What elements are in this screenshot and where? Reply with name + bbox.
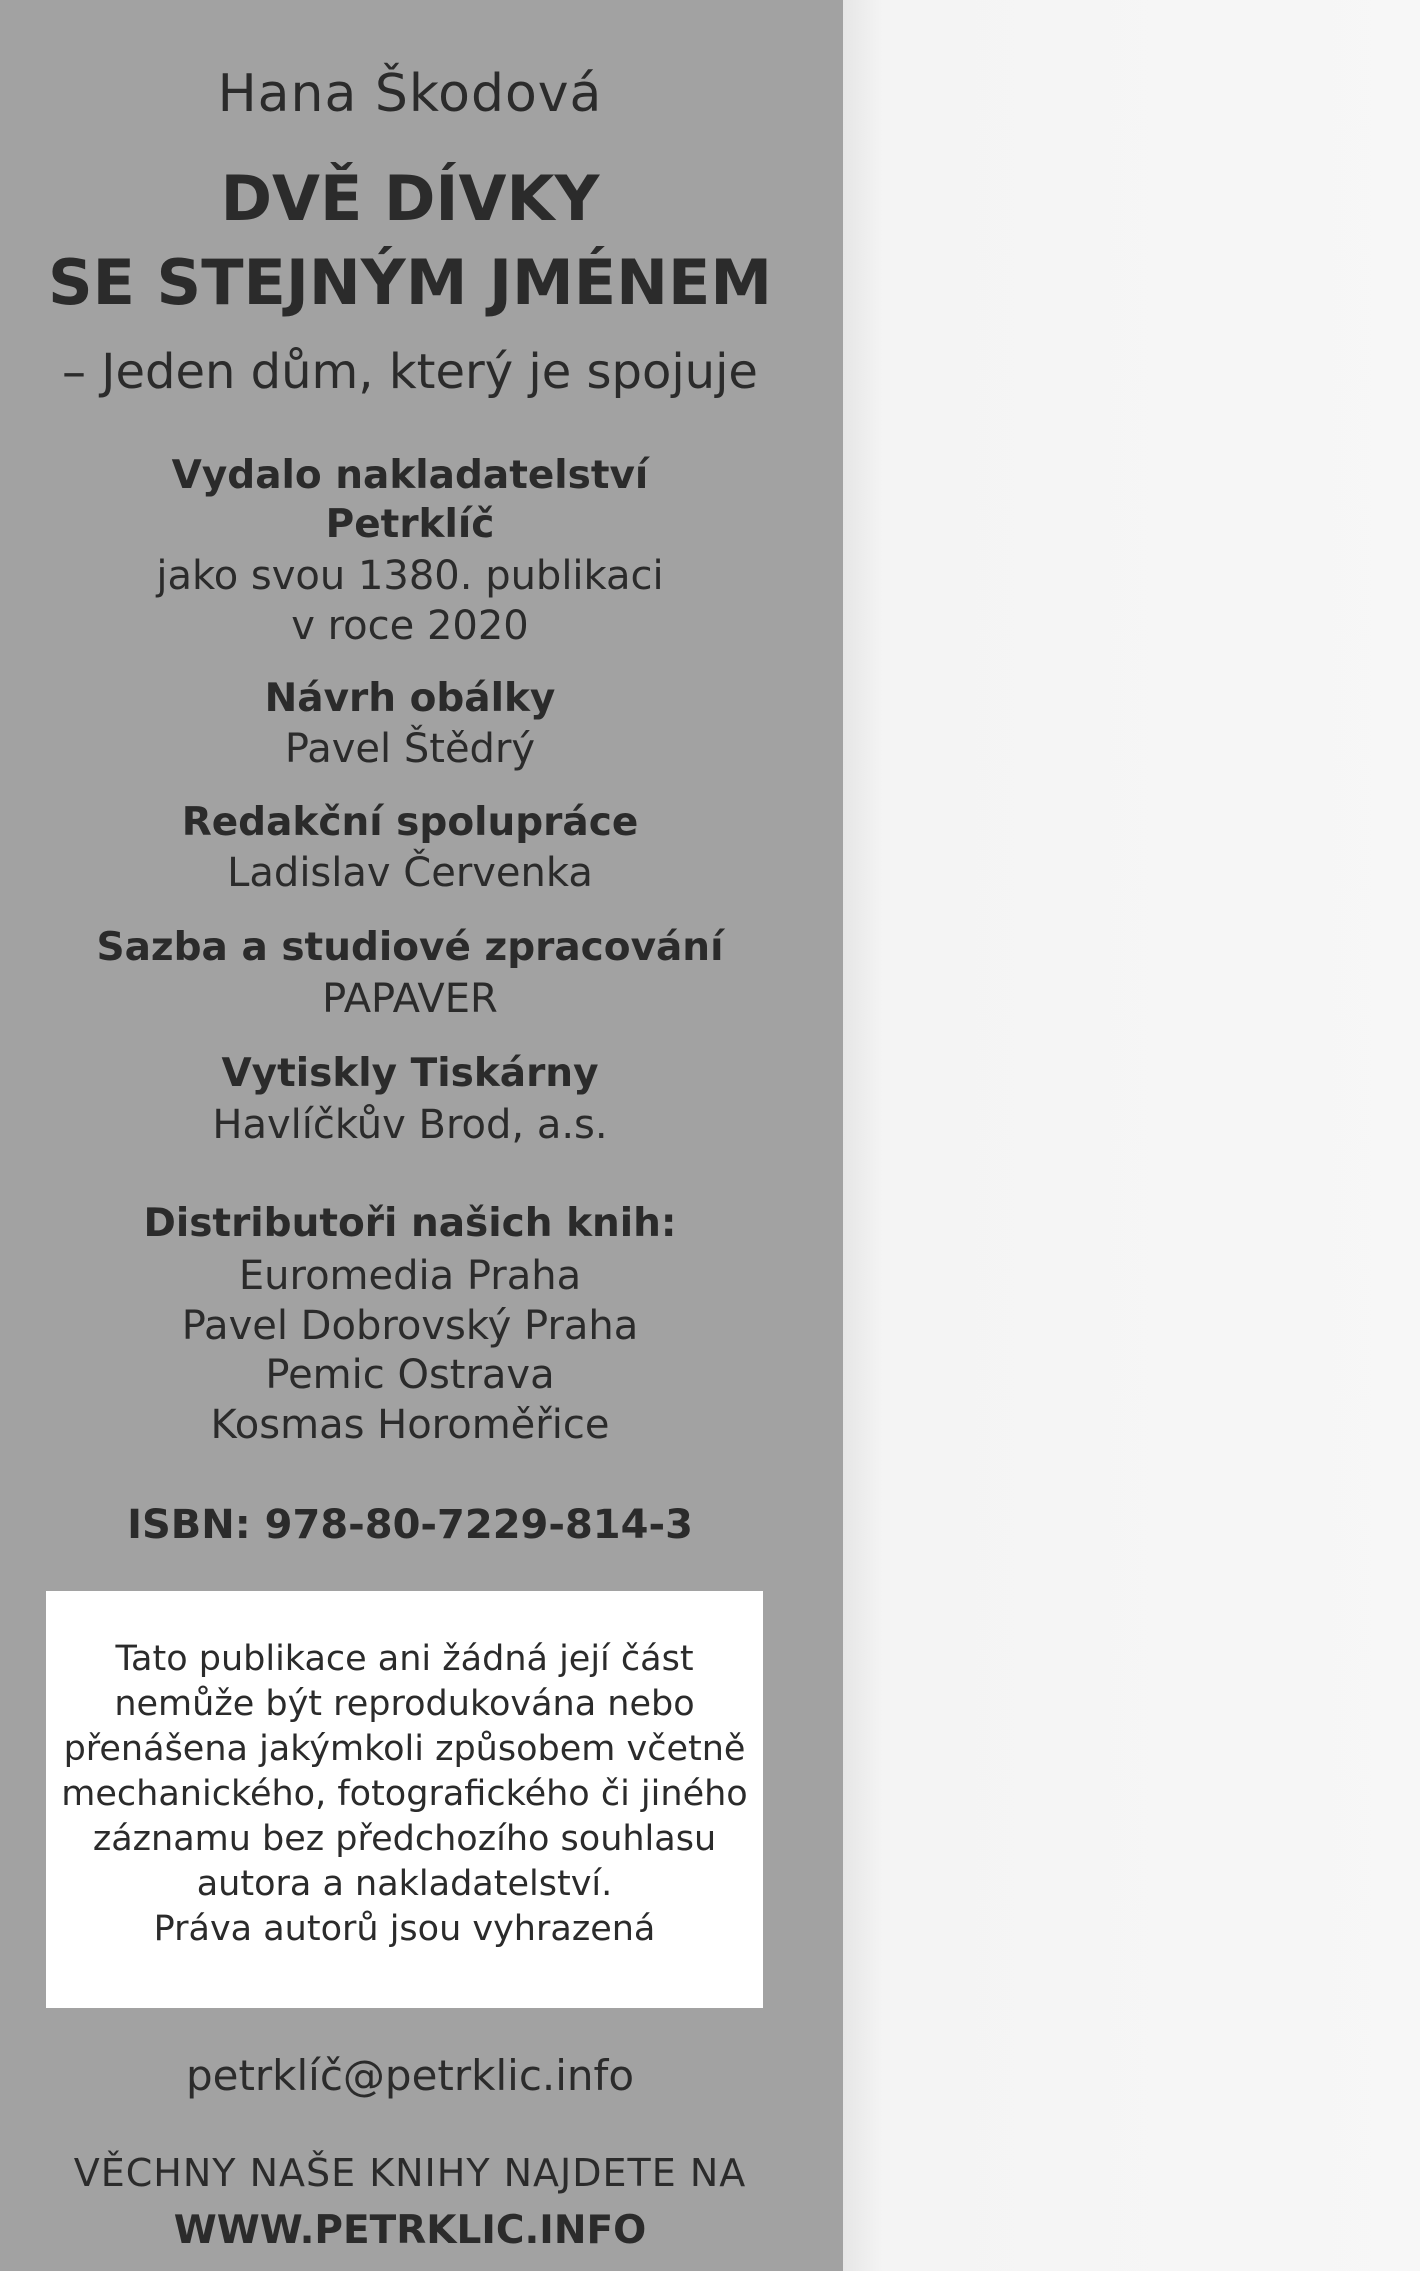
credit-name: PAPAVER: [322, 976, 498, 1022]
credit-role: Návrh obálky: [264, 676, 556, 721]
distributors-heading: Distributoři našich knih:: [143, 1201, 677, 1246]
credit-name: Ladislav Červenka: [227, 850, 593, 896]
publication-year: v roce 2020: [291, 603, 529, 649]
distributor-item: Kosmas Horoměřice: [210, 1402, 610, 1448]
notice-line: nemůže být reprodukována nebo: [114, 1684, 695, 1724]
publisher-name: Petrklíč: [325, 502, 495, 547]
distributor-item: Euromedia Praha: [238, 1253, 582, 1299]
isbn: ISBN: 978-80-7229-814-3: [127, 1502, 693, 1548]
book-title-line-2: SE STEJNÝM JMÉNEM: [47, 246, 773, 319]
book-subtitle: – Jeden dům, který je spojuje: [62, 344, 758, 400]
blank-facing-page: [843, 0, 1420, 2271]
publisher-email: petrklíč@petrklic.info: [185, 2051, 635, 2100]
notice-line: mechanického, fotografického či jiného: [61, 1774, 748, 1814]
notice-line: záznamu bez předchozího souhlasu: [92, 1819, 717, 1859]
publication-number: jako svou 1380. publikaci: [156, 553, 664, 599]
credit-role: Sazba a studiové zpracování: [96, 925, 724, 970]
notice-line: Práva autorů jsou vyhrazená: [153, 1909, 656, 1949]
notice-line: Tato publikace ani žádná její část: [115, 1639, 694, 1679]
credit-name: Havlíčkův Brod, a.s.: [212, 1102, 608, 1148]
notice-line: přenášena jakýmkoli způsobem včetně: [63, 1729, 746, 1769]
publisher-heading: Vydalo nakladatelství: [171, 453, 649, 498]
credit-role: Vytiskly Tiskárny: [221, 1051, 599, 1096]
copyright-notice-box: [46, 1591, 763, 2008]
footer-text: VĚCHNY NAŠE KNIHY NAJDETE NA: [73, 2151, 747, 2195]
distributor-item: Pemic Ostrava: [265, 1352, 555, 1398]
notice-line: autora a nakladatelství.: [196, 1864, 613, 1904]
credit-name: Pavel Štědrý: [284, 726, 536, 772]
credit-role: Redakční spolupráce: [181, 800, 639, 845]
author-name: Hana Škodová: [217, 64, 603, 124]
distributor-item: Pavel Dobrovský Praha: [181, 1303, 639, 1349]
publisher-website: WWW.PETRKLIC.INFO: [173, 2208, 647, 2253]
book-title-line-1: DVĚ DÍVKY: [220, 162, 600, 235]
